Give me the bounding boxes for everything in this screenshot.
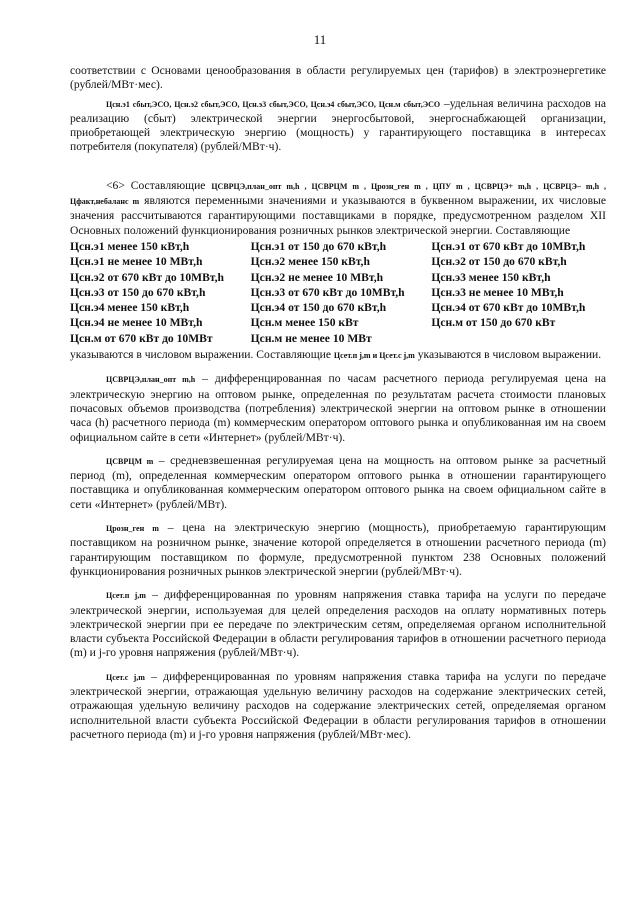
definition-text: – средневзвешенная регулируемая цена на мощность на оптовом рынке за расчетный период (m), определенная коммерческим оператором оптового рынка в отношении гарантирующего поставщика и опубликованная коммерческим оператором оптового рынка на своем официальном сайте в сети «Интернет» (рублей/МВт).: [70, 453, 606, 511]
grid-cell: Цсн.м от 150 до 670 кВт: [431, 316, 556, 330]
formula-symbol: Цсет.п j,m: [106, 591, 146, 601]
paragraph-continuation: соответствии с Основами ценообразования в области регулируемых цен (тарифов) в электроэнергетике (рублей/МВт·мес).: [70, 64, 606, 92]
formula-symbols: ЦСВРЦЭ,план_опт m,h , ЦСВРЦМ m , Црозн_ген m , ЦПУ m , ЦСВРЦЭ+ m,h , ЦСВРЦЭ– m,h , Цфакт,небаланс m: [70, 181, 606, 207]
grid-cell: Цсн.м менее 150 кВт: [250, 316, 359, 330]
definition-text: – цена на электрическую энергию (мощность), приобретаемую гарантирующим поставщиком на розничном рынке, значение которой определяется в отношении расчетного периода (m) гарантирующим поставщиком по формуле, предусмотренной пунктом 238 Основных положений функционирования розничных рынков электрической энергии (рублей/МВт·ч).: [70, 521, 607, 578]
intro-label: <6> Составляющие: [106, 178, 206, 192]
paragraph-components-tail: [70, 348, 606, 363]
paragraph-sales-expense: [70, 97, 606, 155]
definition-wholesale-capacity-price: [70, 454, 606, 512]
page-number: 11: [313, 32, 327, 47]
definition-retail-generation-price: [70, 521, 606, 579]
definition-text: – дифференцированная по часам расчетного периода регулируемая цена на электрическую энергию на оптовом рынке, определенная по результатам расчета стоимости плановых почасовых объемов производства (потребления) электрической энергии на оптовом рынке в отношении часа (h) расчетного периода (m) коммерческим оператором оптового рынка и опубликованная им на своем официальном сайте в сети «Интернет» (рублей/МВт·ч).: [70, 372, 606, 444]
grid-cell: Цсн.э4 от 670 кВт до 10МВт,h: [431, 301, 586, 315]
grid-cell: Цсн.э1 от 670 кВт до 10МВт,h: [431, 239, 586, 253]
grid-cell: Цсн.э4 от 150 до 670 кВт,h: [250, 301, 387, 315]
definition-network-loss-tariff: [70, 588, 606, 660]
definition-network-maintenance-tariff: [70, 670, 606, 742]
grid-cell: Цсн.э2 от 150 до 670 кВт,h: [431, 255, 567, 269]
grid-cell: Цсн.э1 от 150 до 670 кВт,h: [250, 239, 387, 253]
body-text: [70, 64, 606, 742]
grid-cell: Цсн.э4 не менее 10 МВт,h: [70, 316, 203, 330]
grid-cell: Цсн.э2 менее 150 кВт,h: [250, 255, 370, 269]
grid-cell: Цсн.э2 от 670 кВт до 10МВт,h: [70, 270, 224, 284]
grid-cell: Цсн.э3 от 150 до 670 кВт,h: [70, 285, 206, 299]
grid-cell: Цсн.э4 менее 150 кВт,h: [70, 301, 190, 315]
grid-cell: Цсн.э3 от 670 кВт до 10МВт,h: [250, 285, 405, 299]
paragraph-text: являются переменными значениями и указываются в буквенном выражении, их числовые значения рассчитываются гарантирующими поставщиками в порядке, предусмотренном разделом XII Основных положений функционирования розничных рынков электрической энергии. Составляющие: [70, 194, 606, 237]
grid-cell: Цсн.э2 не менее 10 МВт,h: [250, 270, 384, 284]
paragraph-components: [70, 179, 606, 238]
formula-symbols: Цсн.э1 сбыт,ЭСО, Цсн.э2 сбыт,ЭСО, Цсн.э3 сбыт,ЭСО, Цсн.э4 сбыт,ЭСО, Цсн.м сбыт,ЭСО: [106, 99, 441, 109]
grid-cell: Цсн.э3 не менее 10 МВт,h: [431, 285, 564, 299]
definition-text: – дифференцированная по уровням напряжения ставка тарифа на услуги по передаче электрической энергии, отражающая удельную величину расходов на содержание электрических сетей, отражающая удельную величину расходов на содержание электрических сетей, определяемая органом исполнительной власти субъекта Российской Федерации в области регулирования тарифов в отношении расчетного периода (m) и j-го уровня напряжения (рублей/МВт·мес).: [70, 669, 606, 741]
grid-cell: Цсн.э1 не менее 10 МВт,h: [70, 255, 203, 269]
grid-cell: Цсн.м не менее 10 МВт: [250, 331, 372, 345]
formula-symbol: ЦСВРЦЭ,план_опт m,h: [106, 375, 196, 385]
paragraph-text: –удельная величина расходов на реализацию (сбыт) электрической энергии энергосбытовой, энергоснабжающей организации, приобретающей электрическую энергию (мощность) у гарантирующего поставщика в интересах потребителя (покупателя) (рублей/МВт·ч).: [70, 96, 607, 154]
definition-text: – дифференцированная по уровням напряжения ставка тарифа на услуги по передаче электрической энергии, используемая для целей определения расходов на оплату нормативных потерь электрической энергии при ее передаче по электрическим сетям, определяемая органом исполнительной власти субъекта Российской Федерации в области регулирования тарифов в отношении расчетного периода (m) и j-го уровня напряжения (рублей/МВт·ч).: [70, 588, 606, 660]
paragraph-text: указываются в числовом выражении.: [417, 348, 602, 362]
tariff-component-grid: [70, 240, 606, 346]
formula-symbol: Цсет.с j,m: [106, 672, 145, 682]
grid-cell: Цсн.э3 менее 150 кВт,h: [431, 270, 551, 284]
formula-symbols: Цсет.п j,m и Цсет.с j,m: [333, 351, 415, 361]
formula-symbol: Црозн_ген m: [106, 524, 159, 534]
grid-cell: Цсн.м от 670 кВт до 10МВт: [70, 331, 213, 345]
grid-cell: Цсн.э1 менее 150 кВт,h: [70, 239, 190, 253]
formula-symbol: ЦСВРЦМ m: [106, 456, 154, 466]
paragraph-text: указываются в числовом выражении. Составляющие: [70, 348, 331, 362]
definition-wholesale-energy-price: [70, 372, 606, 444]
